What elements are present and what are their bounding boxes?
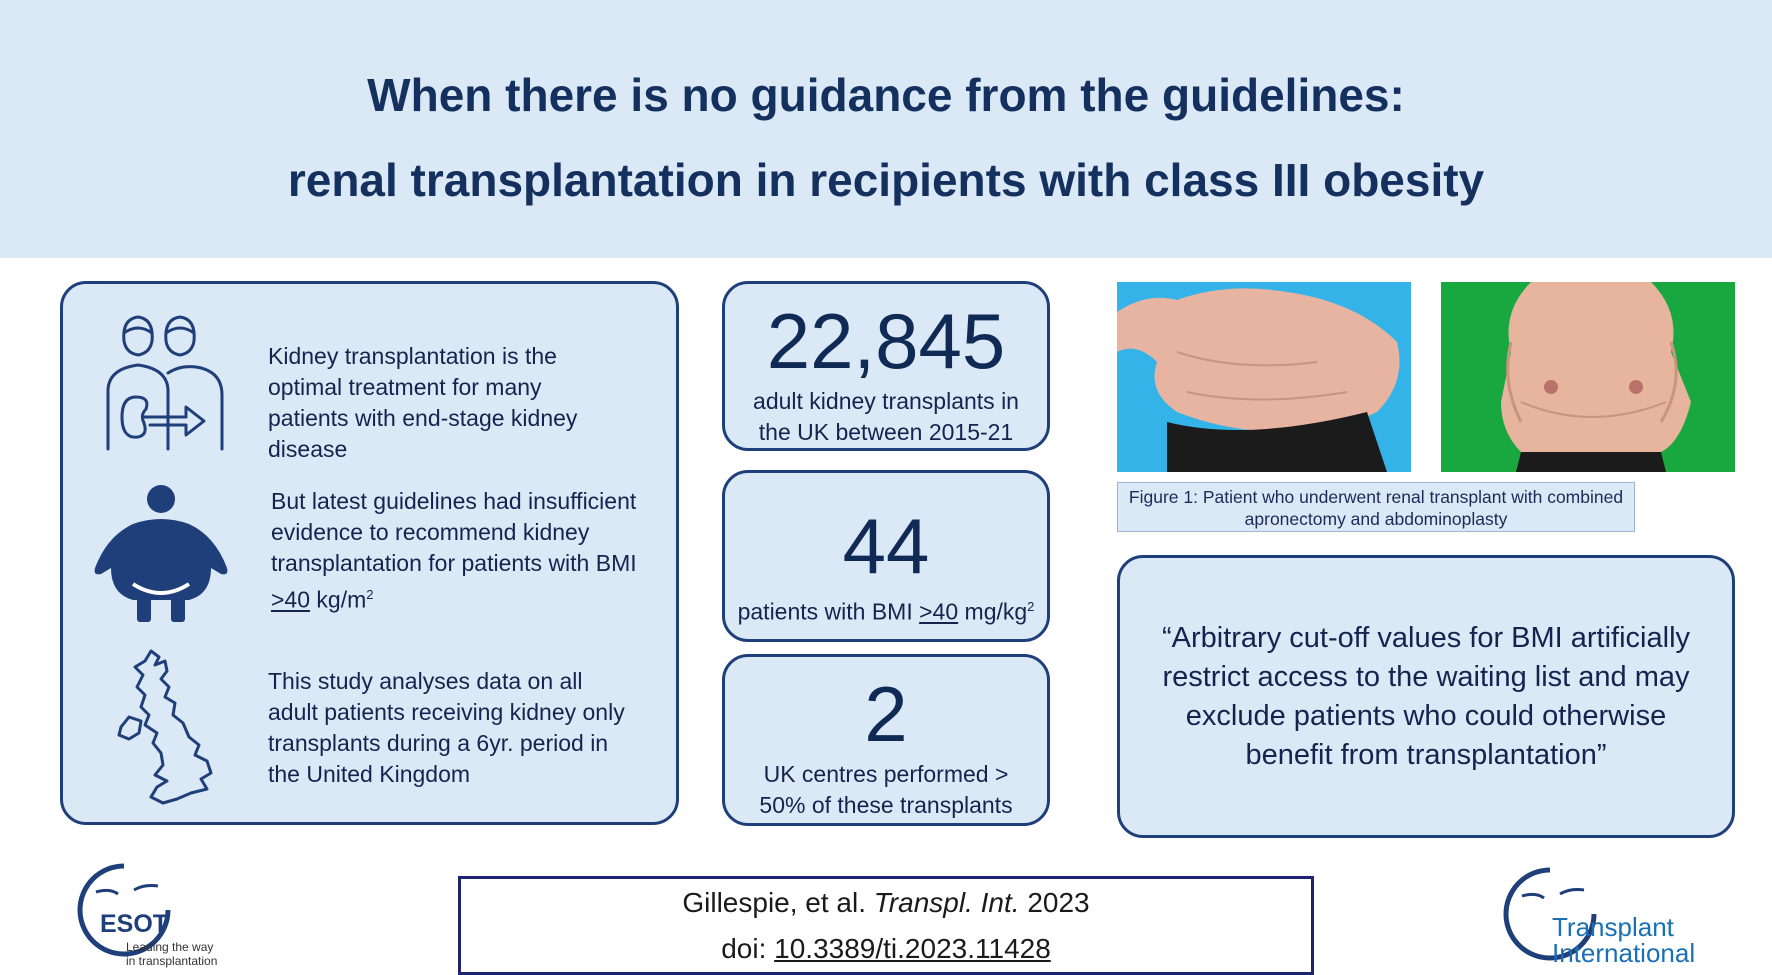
stat-box-transplants bbox=[722, 281, 1050, 451]
quote-box bbox=[1117, 555, 1735, 838]
stat-label-main: patients with BMI bbox=[737, 598, 920, 625]
citation-authors: Gillespie, et al. bbox=[682, 887, 874, 918]
figure-caption: Figure 1: Patient who underwent renal transplant with combined apronectomy and abdominoplasty bbox=[1117, 482, 1635, 532]
esot-logo bbox=[74, 860, 244, 972]
uk-map-icon bbox=[115, 647, 230, 807]
citation-line-1 bbox=[461, 887, 1311, 919]
bmi-unit: kg/m bbox=[310, 586, 367, 613]
patient-photo-front bbox=[1441, 282, 1735, 472]
ti-line-2: International bbox=[1552, 938, 1696, 968]
stat-label bbox=[725, 591, 1047, 628]
esot-name: ESOT bbox=[100, 910, 169, 938]
point-text-3: This study analyses data on all adult patients receiving kidney only transplants during a 6yr. period in the United Kingdom bbox=[268, 668, 625, 787]
stat-value: 44 bbox=[842, 502, 930, 590]
esot-tagline-2: in transplantation bbox=[126, 954, 218, 968]
obesity-icon bbox=[93, 484, 233, 624]
stat-box-bmi-patients bbox=[722, 470, 1050, 642]
esot-tagline-1: Leading the way bbox=[126, 940, 214, 954]
doi-link[interactable]: 10.3389/ti.2023.11428 bbox=[774, 933, 1051, 964]
stat-box-centres bbox=[722, 654, 1050, 826]
unit-superscript: 2 bbox=[1027, 599, 1035, 614]
title-line-1: When there is no guidance from the guidelines: bbox=[367, 69, 1405, 121]
quote-text: “Arbitrary cut-off values for BMI artificially restrict access to the waiting list and may exclude patients who could otherwise benefit from transplantation” bbox=[1161, 622, 1691, 771]
citation-line-2 bbox=[461, 933, 1311, 965]
title-line-2: renal transplantation in recipients with class III obesity bbox=[287, 154, 1485, 206]
transplant-international-logo bbox=[1500, 864, 1722, 968]
point-text-1: Kidney transplantation is the optimal treatment for many patients with end-stage kidney disease bbox=[268, 343, 578, 462]
bmi-unit: mg/kg bbox=[958, 598, 1028, 625]
citation-year: 2023 bbox=[1019, 887, 1090, 918]
header-banner bbox=[0, 0, 1772, 258]
stat-value: 2 bbox=[864, 670, 908, 758]
bmi-threshold: >40 bbox=[271, 586, 311, 613]
stat-label: adult kidney transplants in the UK between 2015-21 bbox=[753, 388, 1019, 445]
kidney-transplant-icon bbox=[100, 309, 230, 454]
unit-superscript: 2 bbox=[366, 587, 374, 602]
point-text-2-main: But latest guidelines had insufficient evidence to recommend kidney transplantation for patients with BMI bbox=[271, 488, 637, 576]
patient-photo-side bbox=[1117, 282, 1411, 472]
ti-line-1: Transplant bbox=[1552, 912, 1674, 942]
stat-value: 22,845 bbox=[766, 297, 1006, 385]
doi-prefix: doi: bbox=[721, 933, 775, 964]
point-text-2 bbox=[271, 486, 666, 616]
citation-box bbox=[458, 876, 1314, 975]
stat-label: UK centres performed > 50% of these transplants bbox=[759, 761, 1013, 818]
background-panel bbox=[60, 281, 679, 825]
citation-journal: Transpl. Int. bbox=[873, 887, 1020, 918]
bmi-threshold: >40 bbox=[919, 598, 959, 625]
